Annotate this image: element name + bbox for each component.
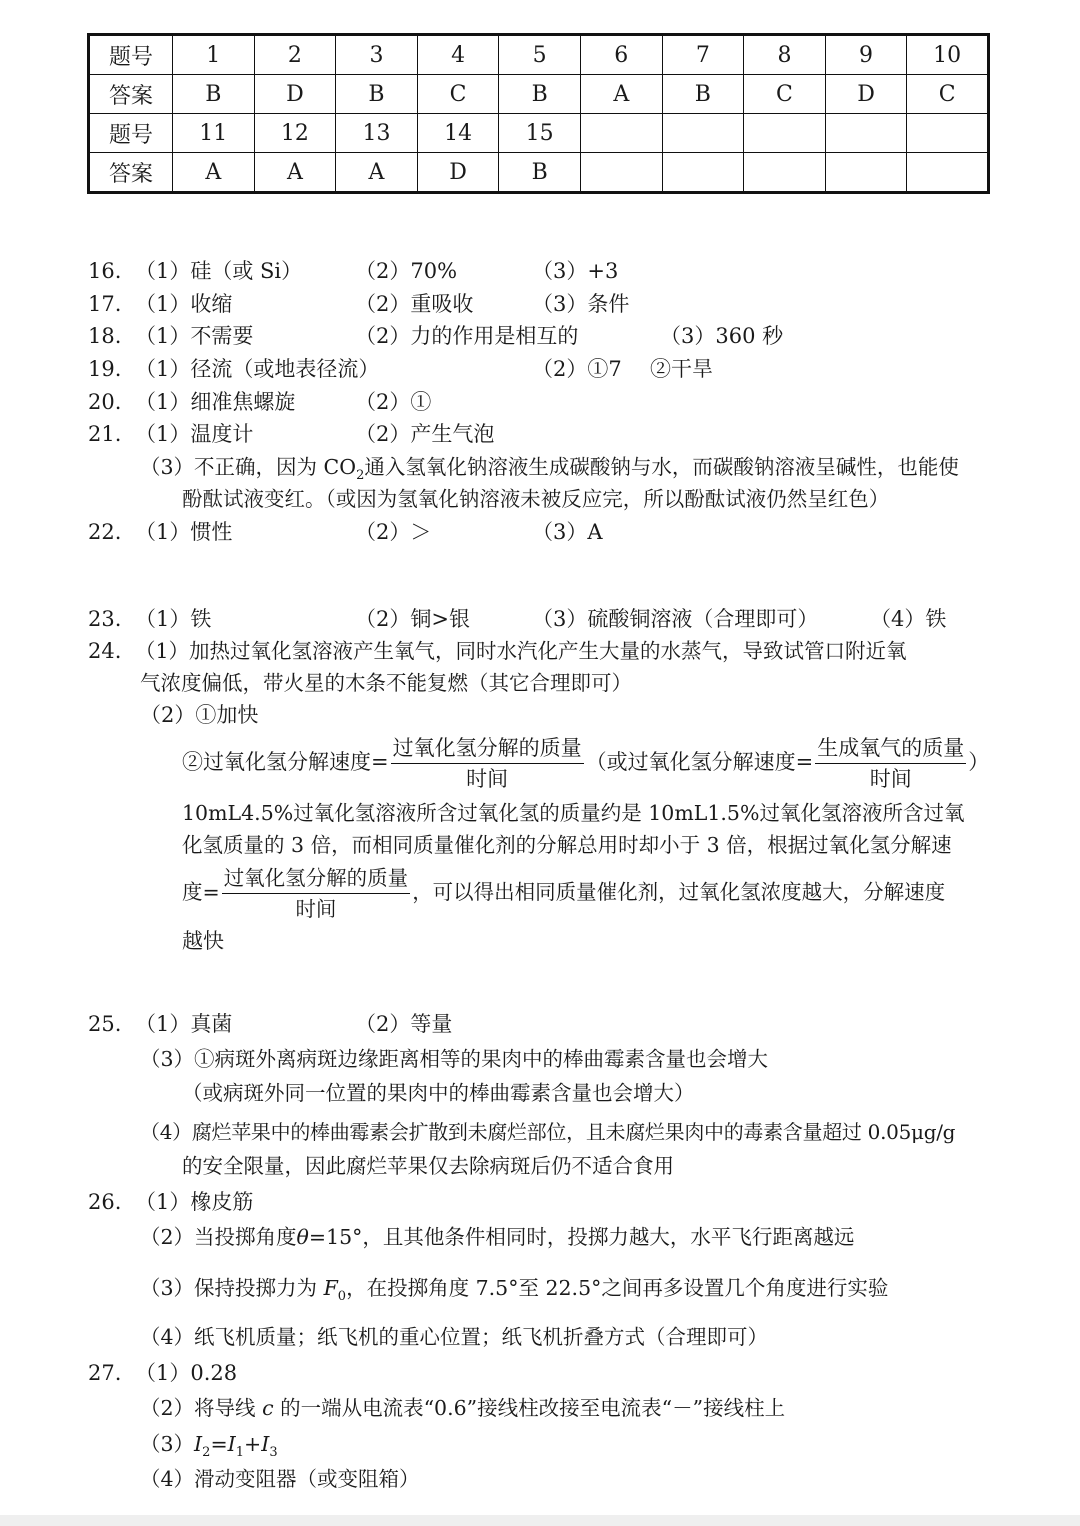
answer-key-cell: [825, 153, 907, 193]
q27-part1: （1）0.28: [135, 1361, 238, 1385]
answer-key-cell: 15: [499, 114, 581, 153]
answer-key-row-label: 题号: [89, 114, 173, 153]
q27-plus: +: [244, 1432, 262, 1456]
q17-part2: （2）重吸收: [355, 292, 474, 316]
q24-formula3-prefix: 度=: [182, 880, 220, 904]
q22-part1: （1）惯性: [135, 520, 233, 544]
q24-formula3-suffix: ，可以得出相同质量催化剂，过氧化氢浓度越大，分解速度: [412, 880, 946, 904]
answer-key-cell: 1: [173, 35, 255, 75]
answer-key-cell: B: [499, 75, 581, 114]
q19-part1: （1）径流（或地表径流）: [135, 357, 380, 381]
q27-part2: [140, 1393, 785, 1423]
answer-key-cell: B: [173, 75, 255, 114]
q18-part2: （2）力的作用是相互的: [355, 324, 579, 348]
answer-key-cell: 8: [744, 35, 826, 75]
q25-part4-line2: 的安全限量，因此腐烂苹果仅去除病斑后仍不适合食用: [182, 1154, 674, 1178]
q24-formula3-numerator: 过氧化氢分解的质量: [222, 863, 411, 894]
q26-part1: （1）橡皮筋: [135, 1190, 254, 1214]
q27-sub-1: 1: [235, 1445, 245, 1461]
q24-formula2-suffix: ）: [968, 750, 990, 774]
answer-key-row: [89, 35, 989, 75]
q24-part2-line1: （2）①加快: [140, 703, 259, 727]
answer-key-cell: 7: [662, 35, 744, 75]
q24-formula1-prefix: ②过氧化氢分解速度=: [182, 750, 389, 774]
q23-number: 23.: [88, 607, 122, 631]
answer-key-cell: B: [662, 75, 744, 114]
answer-key-cell: A: [336, 153, 418, 193]
q24-explain-line3: [182, 863, 945, 924]
q25-number: 25.: [88, 1012, 122, 1036]
answer-key-cell: C: [907, 75, 989, 114]
q22-part2: （2）＞: [355, 520, 432, 544]
q16-part1: （1）硅（或 Si）: [135, 259, 303, 283]
answer-key-cell: B: [499, 153, 581, 193]
q21-part3-subscript: 2: [356, 468, 365, 484]
q27-sub-3: 3: [269, 1445, 278, 1461]
q27-wire-symbol: c: [262, 1396, 274, 1420]
q27-sub-2: 2: [202, 1445, 211, 1461]
q27-part2-text-b: 的一端从电流表“0.6”接线柱改接至电流表“－”接线柱上: [273, 1396, 786, 1420]
q24-formula2-numerator: 生成氧气的质量: [815, 733, 966, 764]
q17-part1: （1）收缩: [135, 292, 233, 316]
answer-key-cell: 3: [336, 35, 418, 75]
q27-current-i3: I: [261, 1432, 270, 1456]
q26-part2: [140, 1222, 854, 1252]
q22-part3: （3）A: [532, 520, 603, 544]
q27-number: 27.: [88, 1361, 122, 1385]
q23-part3: （3）硫酸铜溶液（合理即可）: [532, 607, 819, 631]
q27-part2-text-a: （2）将导线: [140, 1396, 263, 1420]
q26-force-subscript: 0: [337, 1289, 347, 1305]
q24-formula-line: [182, 733, 989, 794]
q25-part3-line1: （3）①病斑外离病斑边缘距离相等的果肉中的棒曲霉素含量也会增大: [140, 1047, 769, 1071]
answer-key-cell: [744, 153, 826, 193]
q25-part2: （2）等量: [355, 1012, 453, 1036]
q26-force-symbol: F: [323, 1276, 338, 1300]
answer-key-cell: [907, 153, 989, 193]
q24-number: 24.: [88, 639, 122, 663]
q24-formula1-numerator: 过氧化氢分解的质量: [391, 733, 584, 764]
answer-key-cell: [744, 114, 826, 153]
q27-part3: [140, 1429, 278, 1468]
q23-part1: （1）铁: [135, 607, 212, 631]
q25-part3-line2: （或病斑外同一位置的果肉中的棒曲霉素含量也会增大）: [182, 1081, 695, 1105]
answer-key-row-label: 题号: [89, 35, 173, 75]
answer-key-cell: D: [825, 75, 907, 114]
q19-number: 19.: [88, 357, 122, 381]
q22-number: 22.: [88, 520, 122, 544]
answer-key-cell: A: [580, 75, 662, 114]
q24-formula3-fraction: [222, 863, 411, 924]
q17-number: 17.: [88, 292, 122, 316]
q26-number: 26.: [88, 1190, 122, 1214]
q21-part3-text-a: （3）不正确，因为 CO: [140, 455, 357, 479]
q16-number: 16.: [88, 259, 122, 283]
q20-part1: （1）细准焦螺旋: [135, 390, 296, 414]
q27-current-i2: I: [194, 1432, 203, 1456]
answer-key-cell: 9: [825, 35, 907, 75]
q26-part3-text-b: ，在投掷角度 7.5°至 22.5°之间再多设置几个角度进行实验: [346, 1276, 889, 1300]
q20-number: 20.: [88, 390, 122, 414]
answer-key-cell: [662, 114, 744, 153]
answer-key-cell: 13: [336, 114, 418, 153]
q24-formula3-denominator: 时间: [295, 897, 337, 921]
q26-part3-text-a: （3）保持投掷力为: [140, 1276, 324, 1300]
q27-current-i1: I: [227, 1432, 236, 1456]
q21-number: 21.: [88, 422, 122, 446]
q27-equals: =: [210, 1432, 228, 1456]
q17-part3: （3）条件: [532, 292, 630, 316]
q24-formula1-denominator: 时间: [466, 767, 509, 791]
q27-part4: （4）滑动变阻器（或变阻箱）: [140, 1467, 420, 1491]
answer-key-cell: 6: [580, 35, 662, 75]
q24-formula2-fraction: [815, 733, 966, 794]
answer-key-cell: [662, 153, 744, 193]
q24-explain-line4: 越快: [182, 929, 224, 953]
bottom-page-edge: [0, 1515, 1080, 1526]
answer-key-cell: [907, 114, 989, 153]
answer-key-cell: 2: [254, 35, 336, 75]
answer-key-cell: [580, 153, 662, 193]
q27-part3-label: （3）: [140, 1432, 195, 1456]
q26-part4: （4）纸飞机质量；纸飞机的重心位置；纸飞机折叠方式（合理即可）: [140, 1325, 769, 1349]
q19-part3: ②干旱: [650, 357, 713, 381]
q24-formula2-prefix: （或过氧化氢分解速度=: [585, 750, 814, 774]
q24-formula1-fraction: [391, 733, 584, 794]
answer-key-cell: C: [744, 75, 826, 114]
answer-key-cell: 14: [417, 114, 499, 153]
q24-explain-line2: 化氢质量的 3 倍，而相同质量催化剂的分解总用时却小于 3 倍，根据过氧化氢分解速: [182, 833, 952, 857]
q16-part2: （2）70%: [355, 259, 458, 283]
answer-key-cell: D: [417, 153, 499, 193]
answer-key-cell: B: [336, 75, 418, 114]
q21-part3-text-b: 通入氢氧化钠溶液生成碳酸钠与水，而碳酸钠溶液呈碱性，也能使: [364, 455, 959, 479]
q21-part2: （2）产生气泡: [355, 422, 495, 446]
q24-formula2-denominator: 时间: [869, 767, 912, 791]
answer-key-row-label: 答案: [89, 153, 173, 193]
q16-part3: （3）+3: [532, 259, 619, 283]
q26-part2-text-a: （2）当投掷角度: [140, 1225, 297, 1249]
answer-key-cell: 10: [907, 35, 989, 75]
answer-key-cell: A: [173, 153, 255, 193]
q26-theta-symbol: θ: [296, 1225, 309, 1249]
q18-part3: （3）360 秒: [660, 324, 784, 348]
answer-key-cell: [825, 114, 907, 153]
q26-part3: [140, 1273, 888, 1312]
q23-part4: （4）铁: [870, 607, 947, 631]
q25-part1: （1）真菌: [135, 1012, 233, 1036]
q21-part1: （1）温度计: [135, 422, 254, 446]
answer-key-row: [89, 75, 989, 114]
q24-part1-line1: （1）加热过氧化氢溶液产生氧气，同时水汽化产生大量的水蒸气，导致试管口附近氧: [135, 639, 907, 663]
q25-part4-line1: （4）腐烂苹果中的棒曲霉素会扩散到未腐烂部位，且未腐烂果肉中的毒素含量超过 0.05μg/g: [140, 1120, 956, 1144]
q24-explain-line1: 10mL4.5%过氧化氢溶液所含过氧化氢的质量约是 10mL1.5%过氧化氢溶液所含过氧: [182, 801, 965, 825]
q18-part1: （1）不需要: [135, 324, 254, 348]
answer-key-cell: [580, 114, 662, 153]
answer-key-cell: 5: [499, 35, 581, 75]
q26-part2-text-b: =15°，且其他条件相同时，投掷力越大，水平飞行距离越远: [308, 1225, 855, 1249]
answer-key-cell: D: [254, 75, 336, 114]
q21-part3-line2: 酚酞试液变红。（或因为氢氧化钠溶液未被反应完，所以酚酞试液仍然呈红色）: [182, 487, 890, 511]
answer-key-row: [89, 114, 989, 153]
answer-key-table: [87, 33, 990, 194]
q18-number: 18.: [88, 324, 122, 348]
answer-key-cell: 12: [254, 114, 336, 153]
answer-key-row: [89, 153, 989, 193]
answer-key-cell: C: [417, 75, 499, 114]
answer-key-cell: 4: [417, 35, 499, 75]
q23-part2: （2）铜>银: [355, 607, 470, 631]
answer-key-cell: A: [254, 153, 336, 193]
q24-part1-line2: 气浓度偏低，带火星的木条不能复燃（其它合理即可）: [140, 671, 632, 695]
q20-part2: （2）①: [355, 390, 432, 414]
answer-key-cell: 11: [173, 114, 255, 153]
q19-part2: （2）①7: [532, 357, 622, 381]
answer-key-row-label: 答案: [89, 75, 173, 114]
